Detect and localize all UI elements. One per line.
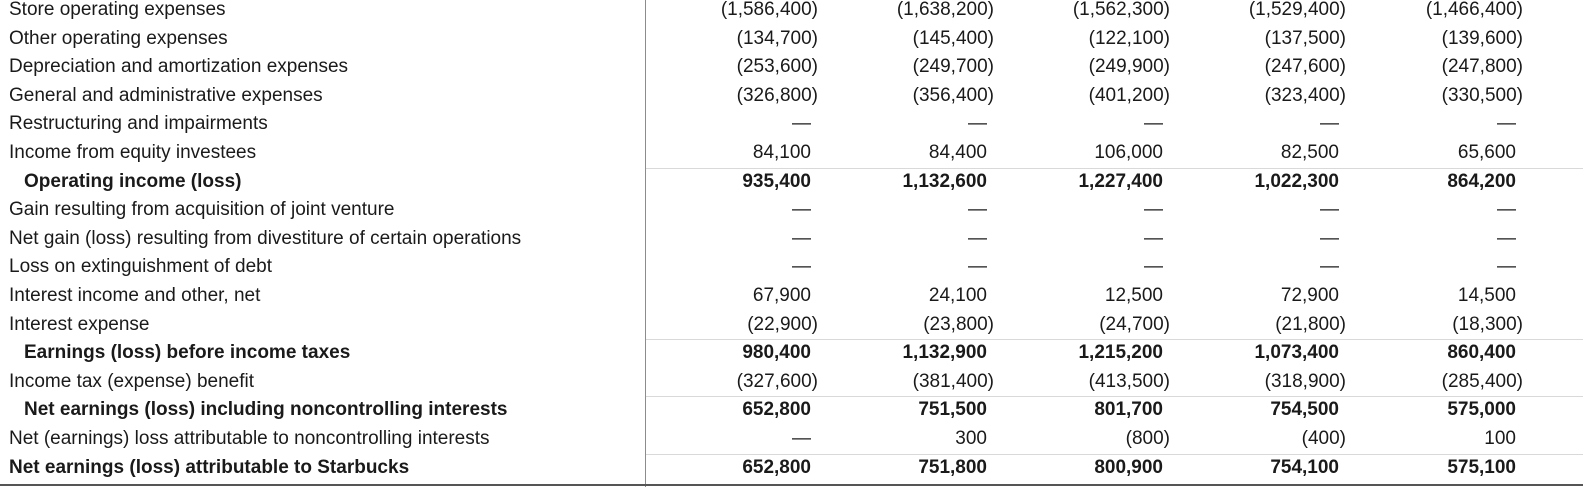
row-label: Store operating expenses [9,0,226,20]
row-label: Gain resulting from acquisition of joint venture [9,199,395,221]
value-cell-c4: 82,500 [1280,142,1339,163]
row-label: Other operating expenses [9,27,228,49]
value-cell-c1: (327,600) [736,370,818,392]
row-label: Restructuring and impairments [9,113,268,135]
value-cell-c2: (381,400) [912,370,994,392]
value-cell-c4: 1,022,300 [1254,170,1339,192]
statement-row [0,425,1583,454]
bottom-rule [0,484,1583,486]
value-cell-c3: (1,562,300) [1072,0,1170,20]
value-cell-c3: (249,900) [1088,56,1170,78]
value-cell-c5: 575,100 [1447,456,1516,478]
value-cell-c1: (22,900) [747,313,818,335]
value-cell-c2: 751,800 [918,456,987,478]
row-label: Interest income and other, net [9,285,261,306]
value-cell-c5: (330,500) [1441,84,1523,106]
value-cell-c4: 72,900 [1280,285,1339,306]
value-cell-c1: — [792,428,811,449]
value-cell-c1: 652,800 [742,456,811,478]
statement-row [0,339,1583,368]
value-cell-c1: 935,400 [742,170,811,192]
value-cell-c1: — [792,256,811,278]
value-cell-c2: — [968,113,987,135]
value-cell-c1: — [792,113,811,135]
value-cell-c1: 67,900 [752,285,811,306]
value-cell-c2: 300 [955,428,987,449]
statement-row [0,396,1583,425]
row-label: Net (earnings) loss attributable to noncontrolling interests [9,428,490,449]
value-cell-c2: 84,400 [928,142,987,163]
value-cell-c3: 801,700 [1094,399,1163,421]
row-label: Net earnings (loss) attributable to Starbucks [9,456,410,478]
value-cell-c5: 860,400 [1447,342,1516,364]
statement-row [0,110,1583,139]
value-cell-c5: — [1497,199,1516,221]
value-cell-c4: (137,500) [1264,27,1346,49]
value-cell-c5: — [1497,113,1516,135]
value-cell-c1: (253,600) [736,56,818,78]
statement-row [0,53,1583,82]
value-cell-c2: — [968,227,987,249]
value-cell-c4: — [1320,199,1339,221]
row-label: Net gain (loss) resulting from divestiture of certain operations [9,227,522,249]
value-cell-c2: 1,132,900 [902,342,987,364]
statement-row [0,139,1583,168]
statement-row [0,196,1583,225]
value-cell-c4: (21,800) [1275,313,1346,335]
row-label: Net earnings (loss) including noncontrolling interests [24,399,508,421]
row-label: Loss on extinguishment of debt [9,256,273,278]
value-cell-c5: — [1497,256,1516,278]
statement-row [0,368,1583,397]
row-label: Interest expense [9,313,150,335]
value-cell-c2: 24,100 [928,285,987,306]
row-label: Depreciation and amortization expenses [9,56,349,78]
value-cell-c5: (18,300) [1452,313,1523,335]
row-label: Income from equity investees [9,142,257,163]
value-cell-c2: 1,132,600 [902,170,987,192]
statement-row [0,0,1583,25]
statement-row [0,168,1583,197]
statement-row [0,82,1583,111]
value-cell-c3: 1,227,400 [1078,170,1163,192]
value-cell-c2: (249,700) [912,56,994,78]
statement-row [0,253,1583,282]
value-cell-c4: (400) [1301,428,1346,449]
value-cell-c1: (326,800) [736,84,818,106]
row-label: General and administrative expenses [9,84,323,106]
value-cell-c4: (318,900) [1264,370,1346,392]
statement-row [0,25,1583,54]
row-label: Income tax (expense) benefit [9,370,255,392]
value-cell-c2: (356,400) [912,84,994,106]
statement-row [0,454,1583,483]
value-cell-c3: (122,100) [1088,27,1170,49]
value-cell-c5: 100 [1484,428,1516,449]
value-cell-c5: 575,000 [1447,399,1516,421]
value-cell-c2: — [968,256,987,278]
value-cell-c3: (401,200) [1088,84,1170,106]
value-cell-c4: 754,500 [1270,399,1339,421]
value-cell-c5: (285,400) [1441,370,1523,392]
value-cell-c3: (413,500) [1088,370,1170,392]
value-cell-c1: — [792,199,811,221]
statement-row [0,311,1583,340]
row-label: Operating income (loss) [24,170,242,192]
value-cell-c4: (247,600) [1264,56,1346,78]
value-cell-c5: (247,800) [1441,56,1523,78]
value-cell-c2: 751,500 [918,399,987,421]
value-cell-c4: (1,529,400) [1248,0,1346,20]
value-cell-c1: (1,586,400) [720,0,818,20]
value-cell-c3: 106,000 [1094,142,1163,163]
value-cell-c4: — [1320,227,1339,249]
statement-row [0,282,1583,311]
value-cell-c1: (134,700) [736,27,818,49]
row-label: Earnings (loss) before income taxes [24,342,351,364]
value-cell-c5: 65,600 [1457,142,1516,163]
value-cell-c2: (1,638,200) [896,0,994,20]
value-cell-c3: — [1144,113,1163,135]
value-cell-c3: — [1144,227,1163,249]
value-cell-c3: (800) [1125,428,1170,449]
value-cell-c3: 1,215,200 [1078,342,1163,364]
value-cell-c5: 14,500 [1457,285,1516,306]
value-cell-c3: 12,500 [1104,285,1163,306]
value-cell-c5: (139,600) [1441,27,1523,49]
value-cell-c3: 800,900 [1094,456,1163,478]
value-cell-c3: — [1144,199,1163,221]
value-cell-c4: — [1320,256,1339,278]
value-cell-c1: 84,100 [752,142,811,163]
value-cell-c4: 754,100 [1270,456,1339,478]
value-cell-c1: 980,400 [742,342,811,364]
value-cell-c4: 1,073,400 [1254,342,1339,364]
value-cell-c3: — [1144,256,1163,278]
value-cell-c2: (23,800) [923,313,994,335]
value-cell-c1: — [792,227,811,249]
value-cell-c5: — [1497,227,1516,249]
value-cell-c4: (323,400) [1264,84,1346,106]
value-cell-c4: — [1320,113,1339,135]
value-cell-c2: — [968,199,987,221]
value-cell-c2: (145,400) [912,27,994,49]
value-cell-c3: (24,700) [1099,313,1170,335]
value-cell-c5: (1,466,400) [1425,0,1523,20]
statement-row [0,225,1583,254]
value-cell-c1: 652,800 [742,399,811,421]
value-cell-c5: 864,200 [1447,170,1516,192]
